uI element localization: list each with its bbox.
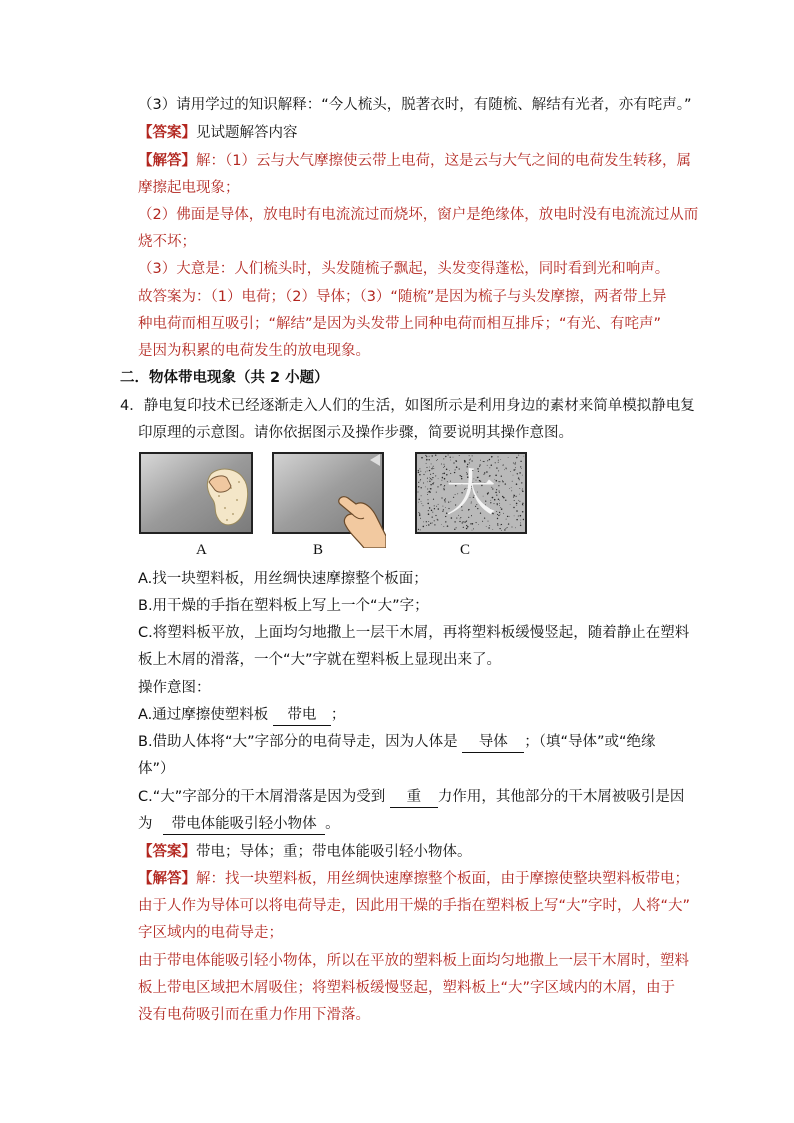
q3-analysis-line-2: 摩擦起电现象； <box>138 180 240 196</box>
figure-a-rubbing-board <box>139 452 253 534</box>
question-number: 4． <box>120 398 144 414</box>
q4-analysis-line-6: 没有电荷吸引而在重力作用下滑落。 <box>138 1007 370 1023</box>
q4-analysis-line-3: 字区域内的电荷导走； <box>138 925 283 941</box>
q3-analysis-line-5: （3）大意是：人们梳头时，头发随梳子飘起，头发变得蓬松，同时看到光和响声。 <box>138 261 670 277</box>
fill-c2-blank: 带电体能吸引轻小物体 <box>163 814 325 835</box>
fill-c-blank: 重 <box>390 787 438 808</box>
q3-analysis-line-4: 烧不坏； <box>138 234 196 250</box>
analysis-text: 解：（1）云与大气摩擦使云带上电荷，这是云与大气之间的电荷发生转移，属 <box>196 153 691 169</box>
fill-c2 <box>138 814 340 835</box>
answer-tag: 【答案】 <box>138 844 196 860</box>
figure-label-b: B <box>313 542 324 558</box>
fill-b-text: B.借助人体将“大”字部分的电荷导走，因为人体是 <box>138 734 458 750</box>
fill-a-blank: 带电 <box>273 705 331 726</box>
q3-prompt: （3）请用学过的知识解释：“今人梳头，脱著衣时，有随梳、解结有光者，亦有咤声。” <box>138 97 692 113</box>
fill-c <box>138 787 684 808</box>
fill-c-end: 力作用，其他部分的干木屑被吸引是因 <box>437 789 685 805</box>
fill-b-continued: 体”） <box>138 761 175 777</box>
section-heading: 二．物体带电现象（共 2 小题） <box>120 370 329 386</box>
q3-analysis-line-1 <box>138 151 691 171</box>
figure-label-a: A <box>196 542 207 558</box>
q4-analysis-line-5: 板上带电区域把木屑吸住；将塑料板缓慢竖起，塑料板上“大”字区域内的木屑，由于 <box>138 980 676 996</box>
q3-analysis-line-3: （2）佛面是导体，放电时有电流流过而烧坏，窗户是绝缘体，放电时没有电流流过从而 <box>138 207 699 223</box>
answer-text: 带电；导体；重；带电体能吸引轻小物体。 <box>196 844 472 860</box>
fill-a <box>138 705 345 726</box>
analysis-text: 解：找一块塑料板，用丝绸快速摩擦整个板面，由于摩擦使整块塑料板带电； <box>196 871 689 887</box>
step-b: B.用干燥的手指在塑料板上写上一个“大”字； <box>138 598 429 614</box>
analysis-tag: 【解答】 <box>138 871 196 887</box>
fill-a-end: ； <box>330 707 346 723</box>
step-c-line-2: 板上木屑的滑落，一个“大”字就在塑料板上显现出来了。 <box>138 652 502 668</box>
q4-analysis-line-1 <box>138 869 689 889</box>
q3-analysis-line-8: 是因为积累的电荷发生的放电现象。 <box>138 343 370 359</box>
q4-stem-line-1 <box>120 396 695 416</box>
q3-analysis-line-6: 故答案为：（1）电荷；（2）导体；（3）“随梳”是因为梳子与头发摩擦，两者带上异 <box>138 289 667 305</box>
fill-c-text: C.“大”字部分的干木屑滑落是因为受到 <box>138 789 386 805</box>
answer-tag: 【答案】 <box>138 125 196 141</box>
q3-analysis-line-7: 种电荷而相互吸引；“解结”是因为头发带上同种电荷而相互排斥；“有光、有咤声” <box>138 316 662 332</box>
fill-c2-text: 为 <box>138 816 153 832</box>
figure-c-sawdust-board <box>415 452 527 534</box>
analysis-tag: 【解答】 <box>138 153 196 169</box>
step-a: A.找一块塑料板，用丝绸快速摩擦整个板面； <box>138 571 428 587</box>
q4-analysis-line-4: 由于带电体能吸引轻小物体，所以在平放的塑料板上面均匀地撒上一层干木屑时，塑料 <box>138 953 689 969</box>
fill-c2-end: 。 <box>325 816 340 832</box>
q3-answer <box>138 123 298 143</box>
step-c-line-1: C.将塑料板平放，上面均匀地撒上一层干木屑，再将塑料板缓慢竖起，随着静止在塑料 <box>138 625 690 641</box>
fill-b-end: ；（填“导体”或“绝缘 <box>524 734 656 750</box>
fill-b <box>138 732 656 753</box>
figure-label-c: C <box>460 542 471 558</box>
answer-text: 见试题解答内容 <box>196 125 298 141</box>
question-stem: 静电复印技术已经逐渐走入人们的生活，如图所示是利用身边的素材来简单模拟静电复 <box>143 398 695 414</box>
intent-title: 操作意图： <box>138 680 211 696</box>
fill-a-text: A.通过摩擦使塑料板 <box>138 707 269 723</box>
q4-answer <box>138 842 472 862</box>
character-on-board: 大 <box>446 464 496 522</box>
fill-b-blank: 导体 <box>462 732 524 753</box>
q4-analysis-line-2: 由于人作为导体可以将电荷导走，因此用干燥的手指在塑料板上写“大”字时，人将“大” <box>138 898 691 914</box>
q4-stem-line-2: 印原理的示意图。请你依据图示及操作步骤，简要说明其操作意图。 <box>138 425 573 441</box>
figure-b-finger-writing <box>272 452 386 548</box>
